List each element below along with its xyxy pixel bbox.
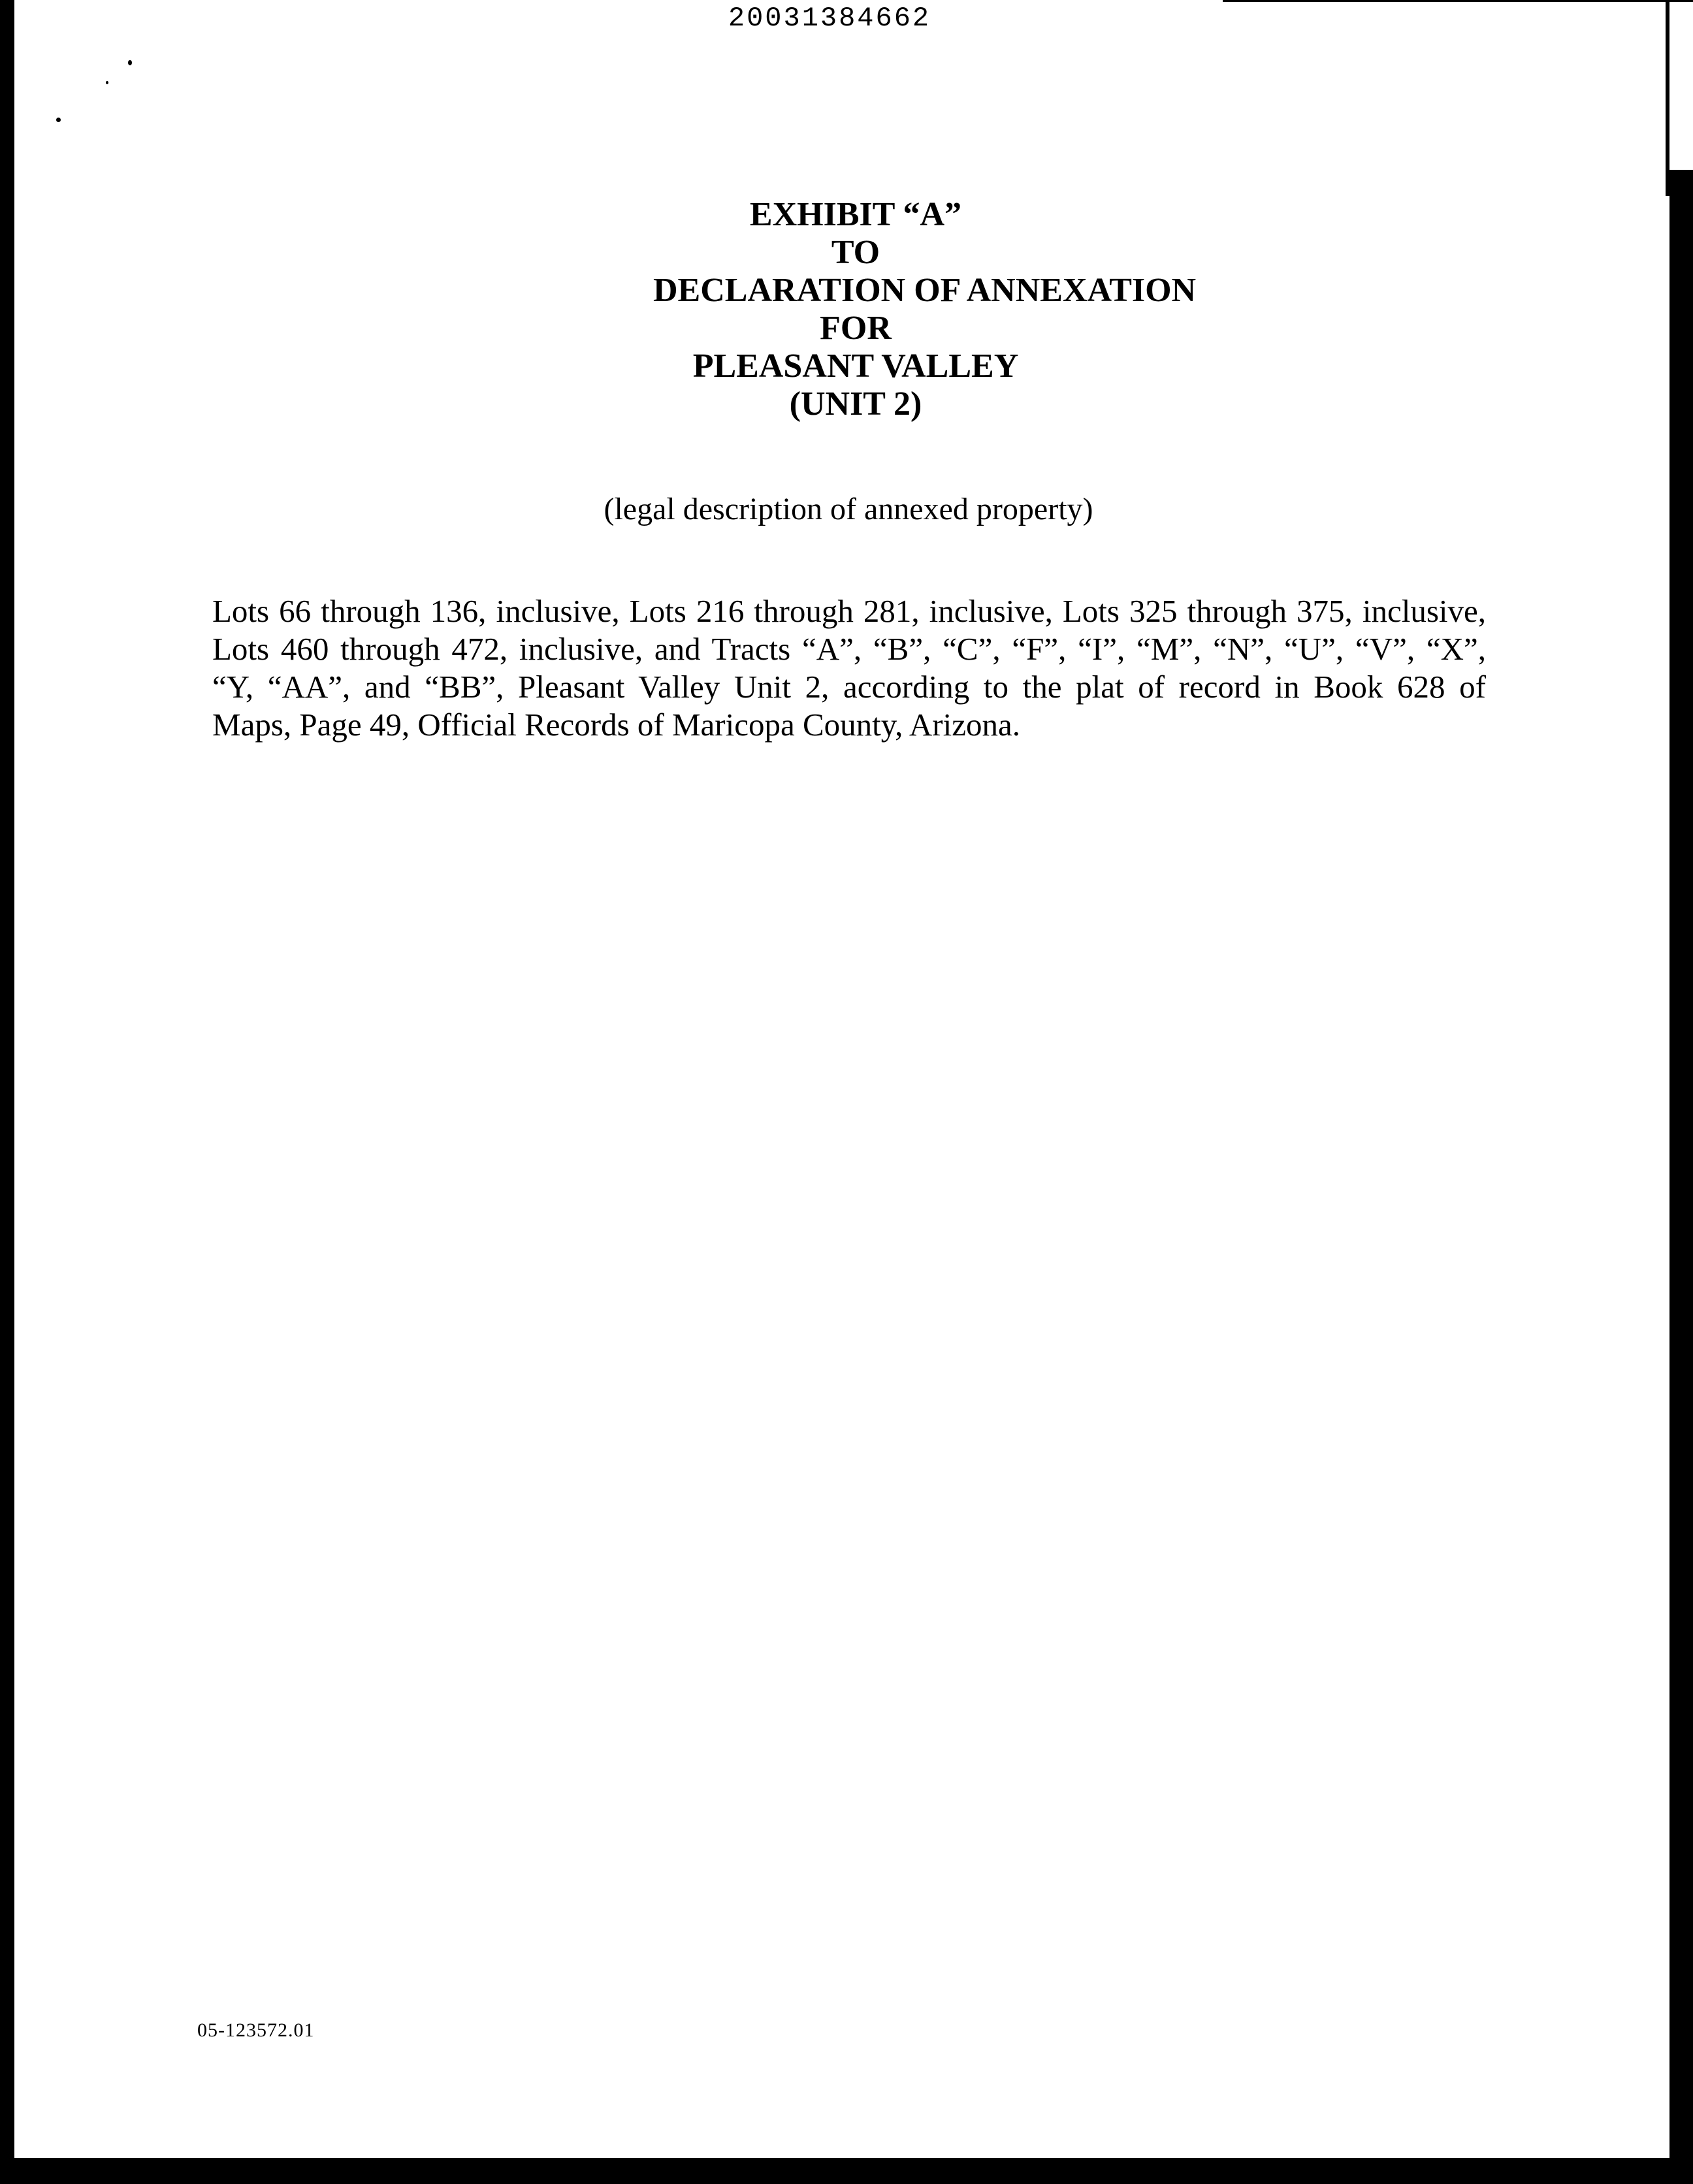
footer-code: 05-123572.01 [197,2019,315,2041]
scan-speck [106,81,108,84]
scan-border-top [1223,0,1693,2]
scan-speck [56,118,61,122]
title-line: PLEASANT VALLEY [692,347,1019,385]
legal-description-line: Lots 66 through 136, inclusive, Lots 216 through 281, inclusive, Lots 325 through 375, inclusive, [212,593,1486,629]
title-line: EXHIBIT “A” [749,196,962,233]
title-line: DECLARATION OF ANNEXATION [653,272,1197,309]
scan-border-left [0,0,14,2184]
scan-border-bottom [0,2158,1693,2184]
legal-description-line: “Y, “AA”, and “BB”, Pleasant Valley Unit 2, according to the plat of record in Book 628 of [212,669,1486,705]
title-line: (UNIT 2) [789,385,922,423]
exhibit-title [653,196,1197,423]
legal-description-line: Lots 460 through 472, inclusive, and Tracts “A”, “B”, “C”, “F”, “I”, “M”, “N”, “U”, “V”, “X”, [212,631,1486,667]
scan-speck [128,60,132,65]
document-number: 20031384662 [728,3,931,34]
legal-description [212,592,1486,744]
scan-border-right [1669,170,1693,2184]
subtitle: (legal description of annexed property) [604,492,1093,526]
title-line: TO [831,234,880,271]
legal-description-line: Maps, Page 49, Official Records of Maricopa County, Arizona. [212,707,1020,743]
title-line: FOR [820,310,892,347]
